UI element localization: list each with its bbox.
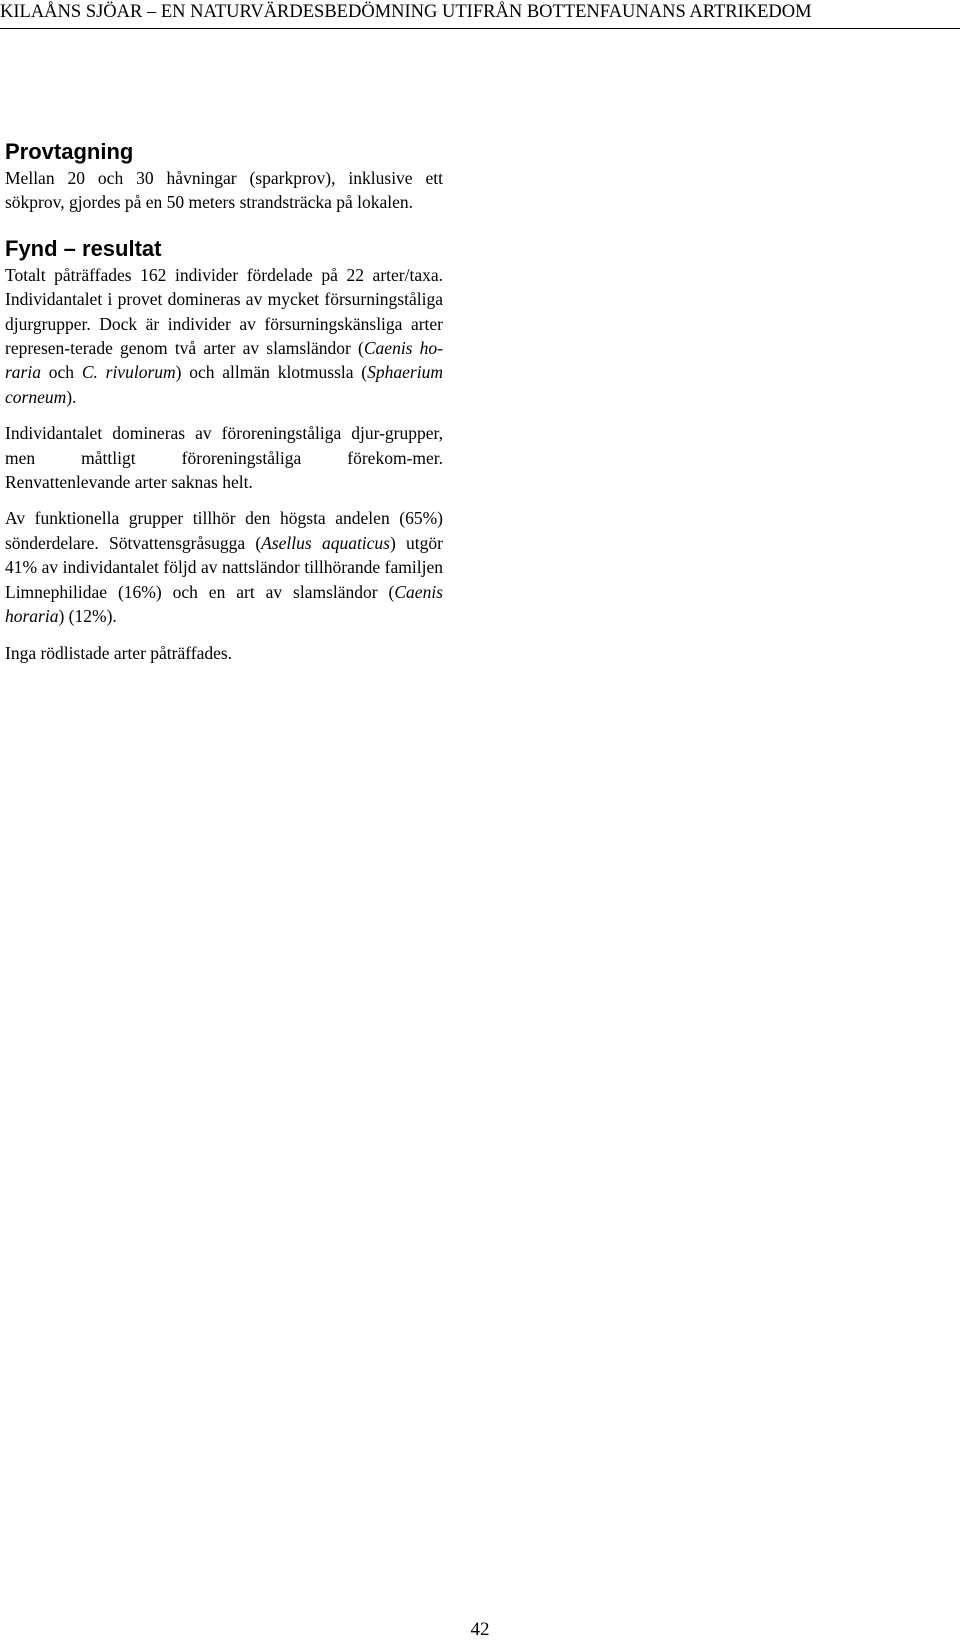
paragraph-fynd-1 xyxy=(5,263,443,409)
paragraph-fynd-2: Individantalet domineras av föroreningståliga djur-grupper, men måttligt föroreningståliga förekom-mer. Renvattenlevande arter saknas helt. xyxy=(5,423,443,493)
species-name: C. rivulorum xyxy=(81,362,176,383)
heading-fynd-resultat: Fynd – resultat xyxy=(5,235,162,261)
section-provtagning xyxy=(5,138,443,215)
heading-provtagning: Provtagning xyxy=(5,139,134,164)
paragraph-provtagning: Mellan 20 och 30 håvningar (sparkprov), inklusive ett sökprov, gjordes på en 50 meters strandsträcka på lokalen. xyxy=(5,168,443,213)
spacer xyxy=(5,629,443,641)
text-run: och xyxy=(40,362,82,383)
section-fynd-resultat xyxy=(5,235,443,665)
header-rule xyxy=(0,28,960,29)
paragraph-fynd-4: Inga rödlistade arter påträffades. xyxy=(5,642,233,663)
text-run: ) (12%). xyxy=(58,606,117,627)
text-run: Totalt påträffades 162 individer fördelade på 22 arter/taxa. Individantalet i provet domineras av mycket försurningståliga djurgrupper. Dock är individer av försurningskänsliga arter represen-terade genom två arter av slamsländor ( xyxy=(5,264,443,359)
spacer xyxy=(5,494,443,506)
text-run: ) utgör 41% av individantalet följd av nattsländor tillhörande familjen Limnephilidae (16%) och en art av slamsländor ( xyxy=(5,532,443,602)
spacer xyxy=(5,215,443,235)
text-run: ) och allmän klotmussla ( xyxy=(175,362,368,383)
text-run: Av funktionella grupper tillhör den högsta andelen (65%) sönderdelare. Sötvattensgråsugga ( xyxy=(5,508,443,553)
species-name: Caenis horaria xyxy=(5,581,443,627)
spacer xyxy=(5,409,443,421)
page-number xyxy=(0,1620,960,1640)
text-column xyxy=(5,138,443,665)
text-run: ). xyxy=(66,386,77,407)
page-number-text: 42 xyxy=(470,1619,490,1640)
species-name: Caenis ho-raria xyxy=(5,338,443,383)
species-name: Sphaerium corneum xyxy=(5,362,443,407)
running-header: KILAÅNS SJÖAR – EN NATURVÄRDESBEDÖMNING UTIFRÅN BOTTENFAUNANS ARTRIKEDOM xyxy=(0,2,812,22)
paragraph-fynd-3 xyxy=(5,506,443,628)
species-name: Asellus aquaticus xyxy=(261,532,390,553)
